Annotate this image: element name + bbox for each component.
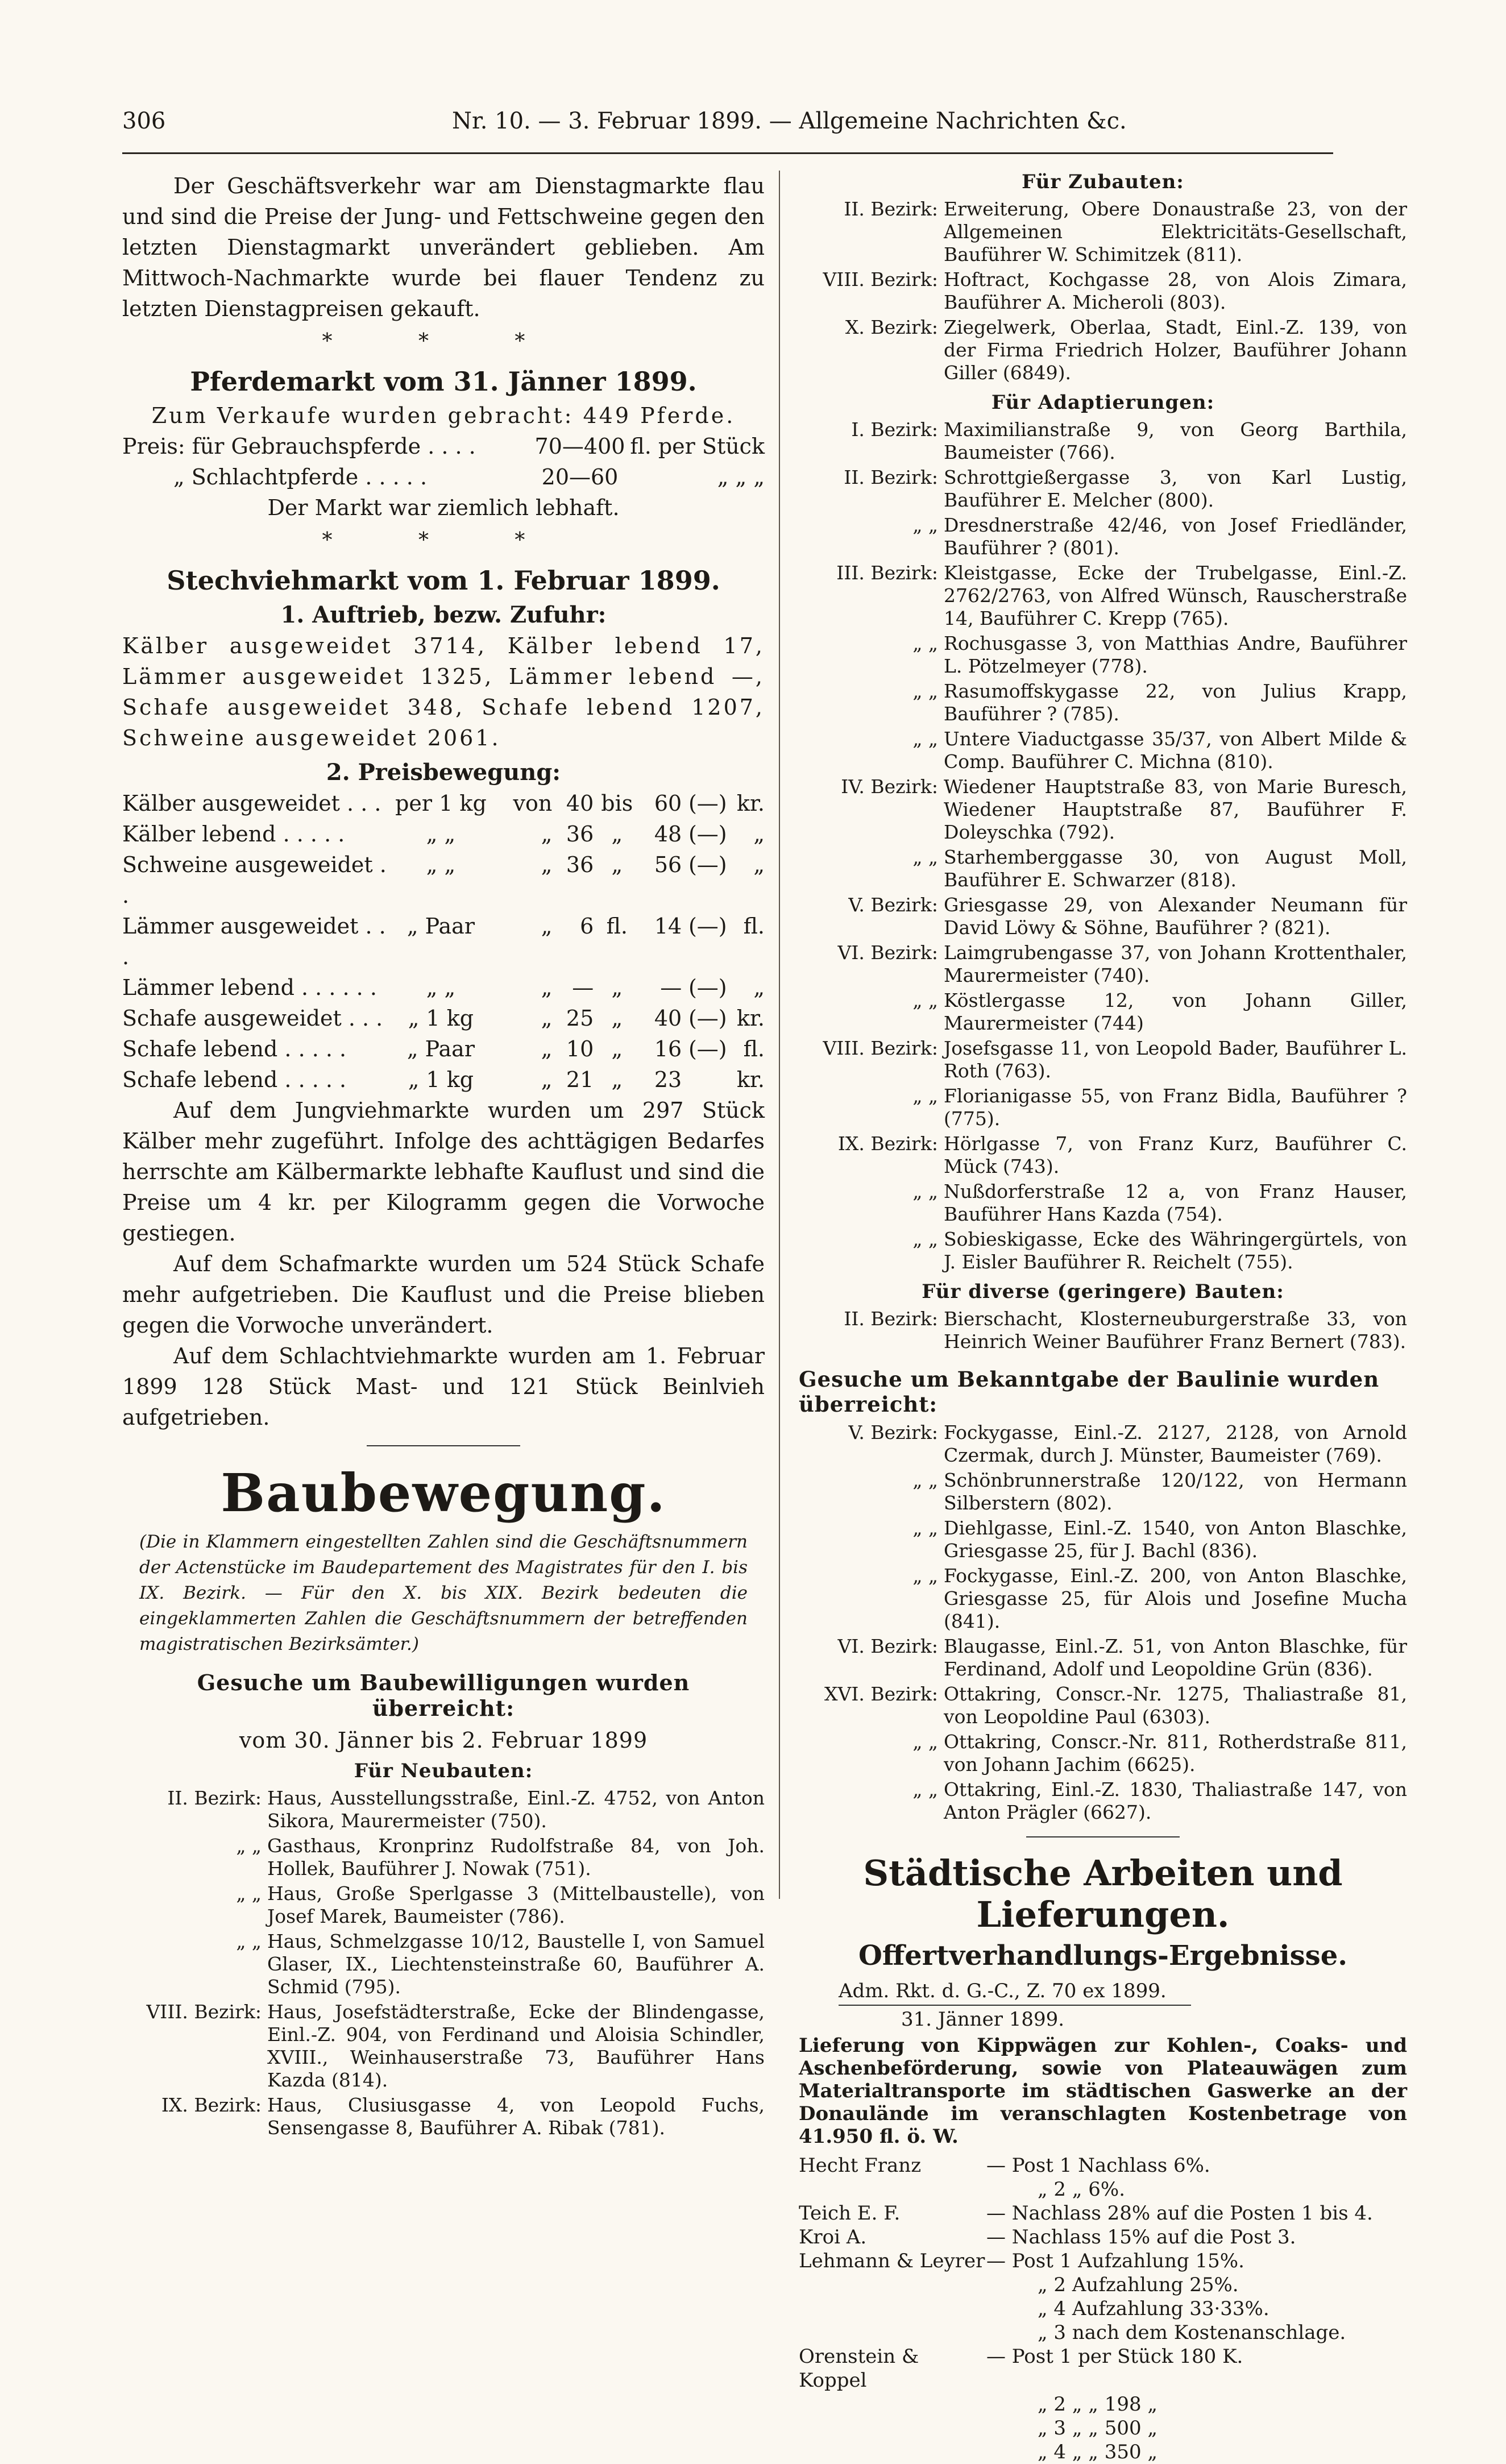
item: Kälber ausgeweidet . . . — [122, 791, 381, 816]
district: VIII. Bezirk: — [823, 1037, 938, 1059]
from-value: 21 — [566, 1067, 594, 1092]
from-word: „ — [541, 914, 553, 939]
bidder: Teich E. F. — [799, 2202, 901, 2225]
entry-text: Josefsgasse 11, von Leopold Bader, Bauführer L. Roth (763). — [944, 1037, 1407, 1082]
list-item — [799, 846, 1407, 891]
bid-value: — Nachlass 28% auf die Posten 1 bis 4. — [986, 2202, 1373, 2225]
table-row — [122, 1064, 765, 1095]
unit: „ „ — [426, 975, 456, 1000]
change: (—) — [688, 1036, 727, 1061]
bids-list — [799, 2154, 1407, 2464]
horse-price-row — [122, 462, 765, 492]
district: „ „ — [912, 846, 938, 868]
district: „ „ — [912, 1228, 938, 1250]
minor-buildings-heading: Für diverse (geringere) Bauten: — [922, 1280, 1284, 1303]
entry-text: Haus, Schmelzgasse 10/12, Baustelle I, von Samuel Glaser, IX., Liechtensteinstraße 60, Bauführer A. Schmid (795). — [267, 1930, 765, 1998]
district: VI. Bezirk: — [837, 1635, 938, 1657]
bid-row — [799, 2201, 1407, 2225]
bid-value: „ 2 „ „ 198 „ — [1038, 2393, 1158, 2416]
from-value: 36 — [566, 852, 594, 877]
list-item — [799, 989, 1407, 1035]
list-item — [799, 562, 1407, 630]
bid-row — [799, 2321, 1407, 2345]
entry-text: Laimgrubengasse 37, von Johann Krottenthaler, Maurermeister (740). — [944, 941, 1407, 986]
entry-text: Nußdorferstraße 12 a, von Franz Hauser, Bauführer Hans Kazda (754). — [944, 1180, 1407, 1225]
page-number: 306 — [122, 108, 166, 134]
from-word: „ — [541, 1006, 553, 1031]
price-table — [122, 788, 765, 1095]
tender-description: Lieferung von Kippwägen zur Kohlen-, Coaks- und Aschenbeförderung, sowie von Plateauwägen zum Materialtransporte im städtischen Gaswerke an der Donaulände im veranschlagten Kostenbetrage von 41.950 fl. ö. W. — [799, 2034, 1407, 2148]
bid-value: — Post 1 per Stück 180 K. — [986, 2345, 1243, 2368]
from-word: „ — [541, 1067, 553, 1092]
entry-text: Köstlergasse 12, von Johann Giller, Maurermeister (744) — [944, 989, 1407, 1034]
bidder — [799, 2321, 986, 2345]
horse-price-row — [122, 431, 765, 462]
list-item — [799, 198, 1407, 266]
adaptations-heading: Für Adaptierungen: — [991, 391, 1215, 414]
item: Schafe ausgeweidet . . . — [122, 1006, 383, 1031]
from-value: 36 — [566, 822, 594, 847]
district: „ „ — [912, 989, 938, 1011]
market-paragraph: Der Geschäftsverkehr war am Dienstagmarkte flau und sind die Preise der Jung- und Fettschweine gegen den letzten Dienstagmarkt unverändert geblieben. Am Mittwoch-Nachmarkte wurde bei flauer Tendenz zu letzten Dienstagpreisen gekauft. — [122, 173, 765, 321]
entry-text: Blaugasse, Einl.-Z. 51, von Anton Blaschke, für Ferdinand, Adolf und Leopoldine Grün (836). — [944, 1635, 1407, 1680]
currency: kr. — [736, 1006, 765, 1031]
bid-value: — Post 1 Nachlass 6%. — [986, 2154, 1210, 2177]
district: „ „ — [912, 728, 938, 750]
municipal-works-title: Städtische Arbeiten und Lieferungen. — [863, 1852, 1343, 1935]
price-heading: 2. Preisbewegung: — [326, 759, 561, 786]
unit: „ 1 kg — [408, 1006, 474, 1031]
change: (—) — [688, 791, 727, 816]
list-item — [799, 1421, 1407, 1467]
entry-text: Rochusgasse 3, von Matthias Andre, Bauführer L. Pötzelmeyer (778). — [944, 632, 1407, 677]
currency: kr. — [736, 791, 765, 816]
table-row — [122, 972, 765, 1003]
list-item — [799, 728, 1407, 773]
district: „ „ — [912, 1085, 938, 1107]
bis-word: „ — [611, 1006, 623, 1031]
unit: „ Paar — [406, 914, 475, 939]
list-item — [799, 1565, 1407, 1633]
column-divider — [779, 171, 780, 1899]
bid-row — [799, 2440, 1407, 2464]
baubewegung-title: Baubewegung. — [221, 1462, 666, 1524]
bidder — [799, 2273, 986, 2297]
from-value: 25 — [566, 1006, 594, 1031]
currency: „ — [753, 852, 765, 877]
currency: kr. — [736, 1067, 765, 1092]
district: XVI. Bezirk: — [824, 1683, 938, 1705]
list-item — [799, 1635, 1407, 1681]
table-row — [122, 1003, 765, 1034]
from-word: „ — [541, 852, 553, 877]
bid-row — [799, 2392, 1407, 2416]
entry-text: Fockygasse, Einl.-Z. 200, von Anton Blaschke, Griesgasse 25, für Alois und Josefine Mucha (841). — [944, 1565, 1407, 1632]
list-item — [799, 1778, 1407, 1824]
entry-text: Untere Viaductgasse 35/37, von Albert Milde & Comp. Bauführer C. Michna (810). — [944, 728, 1407, 773]
horse-price-unit: fl. per Stück — [630, 434, 765, 459]
district: „ „ — [912, 680, 938, 702]
supply-heading: 1. Auftrieb, bezw. Zufuhr: — [280, 602, 607, 628]
bidder: Lehmann & Leyrer — [799, 2250, 985, 2272]
district: „ „ — [912, 1731, 938, 1753]
bid-value: „ 3 nach dem Kostenanschlage. — [1038, 2321, 1346, 2344]
building-permits-heading: Gesuche um Baubewilligungen wurden überreicht: — [197, 1670, 690, 1721]
bid-row — [799, 2154, 1407, 2177]
list-item — [122, 1930, 765, 1998]
list-item — [799, 1133, 1407, 1178]
entry-text: Schrottgießergasse 3, von Karl Lustig, Bauführer E. Melcher (800). — [944, 466, 1407, 511]
extensions-heading: Für Zubauten: — [1022, 171, 1184, 193]
section-stars: * * * — [322, 330, 565, 353]
bid-value: „ 4 Aufzahlung 33·33%. — [1038, 2297, 1269, 2320]
bid-value: „ 2 „ 6%. — [1038, 2178, 1126, 2201]
list-item — [799, 1228, 1407, 1274]
district: „ „ — [236, 1882, 262, 1905]
to-value: — — [660, 975, 682, 1000]
list-item — [799, 1731, 1407, 1776]
list-item — [799, 1308, 1407, 1353]
bidder — [799, 2440, 986, 2464]
bid-row — [799, 2177, 1407, 2201]
district: V. Bezirk: — [848, 894, 938, 916]
change: (—) — [688, 822, 727, 847]
bidder — [799, 2297, 986, 2321]
horse-market-note: Der Markt war ziemlich lebhaft. — [267, 495, 620, 520]
district: V. Bezirk: — [848, 1421, 938, 1443]
district: X. Bezirk: — [845, 316, 938, 338]
list-item — [799, 418, 1407, 464]
horse-price-unit: „ „ „ — [717, 464, 765, 490]
supply-paragraph: Kälber ausgeweidet 3714, Kälber lebend 17, Lämmer ausgeweidet 1325, Lämmer lebend —, Schafe ausgeweidet 348, Schafe lebend 1207, Schweine ausgeweidet 2061. — [122, 633, 765, 750]
bis-word: fl. — [606, 914, 628, 939]
district: II. Bezirk: — [844, 466, 938, 488]
tender-results-title: Offertverhandlungs-Ergebnisse. — [858, 1940, 1347, 1972]
list-item — [799, 775, 1407, 844]
sheep-market-paragraph: Auf dem Schafmarkte wurden um 524 Stück Schafe mehr aufgetrieben. Die Kauflust und die Preise blieben gegen die Vorwoche unverändert. — [122, 1251, 765, 1338]
currency: „ — [753, 822, 765, 847]
page-header — [122, 108, 1333, 148]
district: „ „ — [912, 514, 938, 536]
bidder: Hecht Franz — [799, 2154, 922, 2177]
list-item — [799, 268, 1407, 314]
bid-row — [799, 2416, 1407, 2440]
bid-row — [799, 2225, 1407, 2249]
entry-text: Hoftract, Kochgasse 28, von Alois Zimara, Bauführer A. Micheroli (803). — [944, 268, 1407, 313]
table-row — [122, 1034, 765, 1064]
bis-word: „ — [611, 852, 623, 877]
entry-text: Wiedener Hauptstraße 83, von Marie Buresch, Wiedener Hauptstraße 87, Bauführer F. Doleyschka (792). — [944, 775, 1407, 843]
horse-price-range: 20—60 — [541, 464, 619, 490]
from-value: — — [572, 975, 594, 1000]
item: Lämmer ausgeweidet . . . — [122, 914, 386, 969]
list-item — [799, 466, 1407, 512]
horse-market-title: Pferdemarkt vom 31. Jänner 1899. — [190, 366, 697, 397]
bid-value: — Post 1 Aufzahlung 15%. — [986, 2250, 1244, 2272]
table-row — [122, 849, 765, 911]
district: VIII. Bezirk: — [823, 268, 938, 291]
period: vom 30. Jänner bis 2. Februar 1899 — [239, 1728, 648, 1753]
from-value: 40 — [566, 791, 594, 816]
entry-text: Haus, Große Sperlgasse 3 (Mittelbaustelle), von Josef Marek, Baumeister (786). — [267, 1882, 765, 1927]
list-item — [799, 514, 1407, 559]
entry-text: Maximilianstraße 9, von Georg Barthila, Baumeister (766). — [944, 418, 1407, 463]
list-item — [799, 680, 1407, 725]
entry-text: Gasthaus, Kronprinz Rudolfstraße 84, von Joh. Hollek, Bauführer J. Nowak (751). — [267, 1835, 765, 1880]
unit: per 1 kg — [395, 791, 487, 816]
list-item — [122, 1835, 765, 1880]
entry-text: Haus, Clusiusgasse 4, von Leopold Fuchs, Sensengasse 8, Bauführer A. Ribak (781). — [267, 2094, 765, 2139]
to-value: 48 — [654, 822, 682, 847]
district: „ „ — [912, 1180, 938, 1202]
list-item — [799, 1469, 1407, 1515]
entry-text: Dresdnerstraße 42/46, von Josef Friedländer, Bauführer ? (801). — [944, 514, 1407, 559]
district: „ „ — [912, 1469, 938, 1491]
bidder — [799, 2416, 986, 2440]
entry-text: Schönbrunnerstraße 120/122, von Hermann Silberstern (802). — [944, 1469, 1407, 1514]
district: „ „ — [912, 632, 938, 654]
entry-text: Kleistgasse, Ecke der Trubelgasse, Einl.-Z. 2762/2763, von Alfred Wünsch, Rauscherstraße 14, Bauführer C. Krepp (765). — [944, 562, 1407, 629]
horse-supply: Zum Verkaufe wurden gebracht: 449 Pferde. — [151, 403, 736, 428]
change — [682, 1064, 733, 1095]
currency: fl. — [743, 1036, 765, 1061]
bis-word: „ — [611, 1067, 623, 1092]
entry-text: Ottakring, Einl.-Z. 1830, Thaliastraße 147, von Anton Prägler (6627). — [944, 1778, 1407, 1823]
cattle-market-title: Stechviehmarkt vom 1. Februar 1899. — [167, 565, 720, 596]
to-value: 56 — [654, 852, 682, 877]
entry-text: Starhemberggasse 30, von August Moll, Bauführer E. Schwarzer (818). — [944, 846, 1407, 891]
horse-price-label: „ Schlachtpferde . . . . . — [173, 464, 428, 490]
district: „ „ — [912, 1565, 938, 1587]
entry-text: Bierschacht, Klosterneuburgerstraße 33, von Heinrich Weiner Bauführer Franz Bernert (783). — [944, 1308, 1407, 1353]
young-cattle-paragraph: Auf dem Jungviehmarkte wurden um 297 Stück Kälber mehr zugeführt. Infolge des achttägigen Bedarfes herrschte am Kälbermarkte lebhafte Kauflust und sind die Preise um 4 kr. per Kilogramm gegen die Vorwoche gestiegen. — [122, 1098, 765, 1246]
district: „ „ — [912, 1517, 938, 1539]
table-row — [122, 788, 765, 819]
building-line-heading: Gesuche um Bekanntgabe der Baulinie wurden überreicht: — [799, 1367, 1380, 1417]
to-value: 23 — [654, 1067, 682, 1092]
entry-text: Ziegelwerk, Oberlaa, Stadt, Einl.-Z. 139, von der Firma Friedrich Holzer, Bauführer Johann Giller (6849). — [944, 316, 1407, 384]
left-column — [122, 171, 765, 2142]
bid-row — [799, 2345, 1407, 2392]
section-stars: * * * — [322, 529, 565, 552]
table-row — [122, 819, 765, 849]
entry-text: Ottakring, Conscr.-Nr. 811, Rotherdstraße 811, von Johann Jachim (6625). — [944, 1731, 1407, 1776]
slaughter-market-paragraph: Auf dem Schlachtviehmarkte wurden am 1. Februar 1899 128 Stück Mast- und 121 Stück Beinlvieh aufgetrieben. — [122, 1343, 765, 1430]
entry-text: Florianigasse 55, von Franz Bidla, Bauführer ? (775). — [944, 1085, 1407, 1130]
list-item — [799, 1517, 1407, 1562]
change: (—) — [688, 1006, 727, 1031]
to-value: 60 — [654, 791, 682, 816]
horse-price-label: Preis: für Gebrauchspferde . . . . — [122, 434, 476, 459]
reference-rule — [839, 2005, 1191, 2006]
to-value: 16 — [654, 1036, 682, 1061]
new-buildings-heading: Für Neubauten: — [354, 1760, 533, 1782]
bis-word: „ — [611, 822, 623, 847]
bidder: Kroi A. — [799, 2226, 867, 2249]
list-item — [799, 1037, 1407, 1082]
from-word: „ — [541, 1036, 553, 1061]
district: I. Bezirk: — [851, 418, 938, 441]
district: II. Bezirk: — [844, 198, 938, 220]
currency: fl. — [743, 914, 765, 939]
entry-text: Sobieskigasse, Ecke des Währingergürtels, von J. Eisler Bauführer R. Reichelt (755). — [944, 1228, 1407, 1273]
list-item — [799, 632, 1407, 678]
entry-text: Rasumoffskygasse 22, von Julius Krapp, Bauführer ? (785). — [944, 680, 1407, 725]
bis-word: „ — [611, 1036, 623, 1061]
entry-text: Griesgasse 29, von Alexander Neumann für David Löwy & Söhne, Bauführer ? (821). — [944, 894, 1407, 939]
list-item — [122, 1787, 765, 1832]
tender-date: 31. Jänner 1899. — [901, 2008, 1065, 2031]
bis-word: bis — [601, 791, 633, 816]
list-item — [799, 316, 1407, 384]
district: VI. Bezirk: — [837, 941, 938, 964]
table-row — [122, 911, 765, 972]
from-value: 10 — [566, 1036, 594, 1061]
bidder — [799, 2177, 986, 2201]
from-word: „ — [541, 822, 553, 847]
list-item — [799, 941, 1407, 987]
district: III. Bezirk: — [836, 562, 938, 584]
list-item — [799, 1180, 1407, 1226]
item: Schafe lebend . . . . . — [122, 1036, 347, 1061]
item: Schweine ausgeweidet . . — [122, 852, 387, 908]
from-value: 6 — [580, 914, 594, 939]
list-item — [122, 2001, 765, 2092]
district: „ „ — [236, 1835, 262, 1857]
to-value: 14 — [654, 914, 682, 939]
list-item — [122, 2094, 765, 2139]
change: (—) — [688, 975, 727, 1000]
section-rule — [367, 1445, 520, 1446]
list-item — [799, 894, 1407, 939]
bid-value: „ 4 „ „ 350 „ — [1038, 2441, 1158, 2463]
bid-value: „ 2 Aufzahlung 25%. — [1038, 2274, 1239, 2296]
bidder: Orenstein & Koppel — [799, 2345, 919, 2392]
district: II. Bezirk: — [167, 1787, 262, 1809]
unit: „ „ — [426, 852, 456, 877]
to-value: 40 — [654, 1006, 682, 1031]
bidder — [799, 2392, 986, 2416]
horse-price-range: 70—400 — [534, 434, 625, 459]
entry-text: Erweiterung, Obere Donaustraße 23, von der Allgemeinen Elektricitäts-Gesellschaft, Bauführer W. Schimitzek (811). — [944, 198, 1407, 266]
list-item — [799, 1085, 1407, 1130]
list-item — [122, 1882, 765, 1928]
item: Schafe lebend . . . . . — [122, 1067, 347, 1092]
change: (—) — [688, 852, 727, 877]
bid-row — [799, 2297, 1407, 2321]
entry-text: Haus, Josefstädterstraße, Ecke der Blindengasse, Einl.-Z. 904, von Ferdinand und Aloisia Schindler, XVIII., Weinhauserstraße 73, Bauführer Hans Kazda (814). — [267, 2001, 765, 2091]
bid-row — [799, 2249, 1407, 2273]
district: IV. Bezirk: — [841, 775, 938, 798]
entry-text: Ottakring, Conscr.-Nr. 1275, Thaliastraße 81, von Leopoldine Paul (6303). — [944, 1683, 1407, 1728]
unit: „ Paar — [406, 1036, 475, 1061]
district: IX. Bezirk: — [161, 2094, 262, 2116]
entry-text: Haus, Ausstellungsstraße, Einl.-Z. 4752, von Anton Sikora, Maurermeister (750). — [267, 1787, 765, 1832]
bis-word: „ — [611, 975, 623, 1000]
bid-value: — Nachlass 15% auf die Post 3. — [986, 2226, 1296, 2249]
bid-row — [799, 2273, 1407, 2297]
bid-value: „ 3 „ „ 500 „ — [1038, 2417, 1158, 2440]
admin-reference: Adm. Rkt. d. G.-C., Z. 70 ex 1899. — [839, 1980, 1167, 2002]
header-rule — [122, 152, 1333, 154]
district: „ „ — [236, 1930, 262, 1952]
unit: „ 1 kg — [408, 1067, 474, 1092]
district: II. Bezirk: — [844, 1308, 938, 1330]
entry-text: Fockygasse, Einl.-Z. 2127, 2128, von Arnold Czermak, durch J. Münster, Baumeister (769). — [944, 1421, 1407, 1466]
currency: „ — [753, 975, 765, 1000]
item: Lämmer lebend . . . . . . — [122, 975, 377, 1000]
from-word: von — [513, 791, 553, 816]
right-column — [799, 171, 1407, 2464]
district: VIII. Bezirk: — [146, 2001, 262, 2023]
baubewegung-note: (Die in Klammern eingestellten Zahlen sind die Geschäftsnummern der Actenstücke im Baudepartement des Magistrates für den I. bis IX. Bezirk. — Für den X. bis XIX. Bezirk bedeuten die eingeklammerten Zahlen die Geschäftsnummern der betreffenden magistratischen Bezirksämter.) — [139, 1532, 748, 1654]
entry-text: Hörlgasse 7, von Franz Kurz, Bauführer C. Mück (743). — [944, 1133, 1407, 1177]
change: (—) — [688, 914, 727, 939]
item: Kälber lebend . . . . . — [122, 822, 345, 847]
district: IX. Bezirk: — [837, 1133, 938, 1155]
running-title: Nr. 10. — 3. Februar 1899. — Allgemeine Nachrichten &c. — [452, 108, 1127, 134]
section-rule — [1026, 1836, 1180, 1837]
unit: „ „ — [426, 822, 456, 847]
list-item — [799, 1683, 1407, 1728]
district: „ „ — [912, 1778, 938, 1801]
entry-text: Diehlgasse, Einl.-Z. 1540, von Anton Blaschke, Griesgasse 25, für J. Bachl (836). — [944, 1517, 1407, 1562]
from-word: „ — [541, 975, 553, 1000]
